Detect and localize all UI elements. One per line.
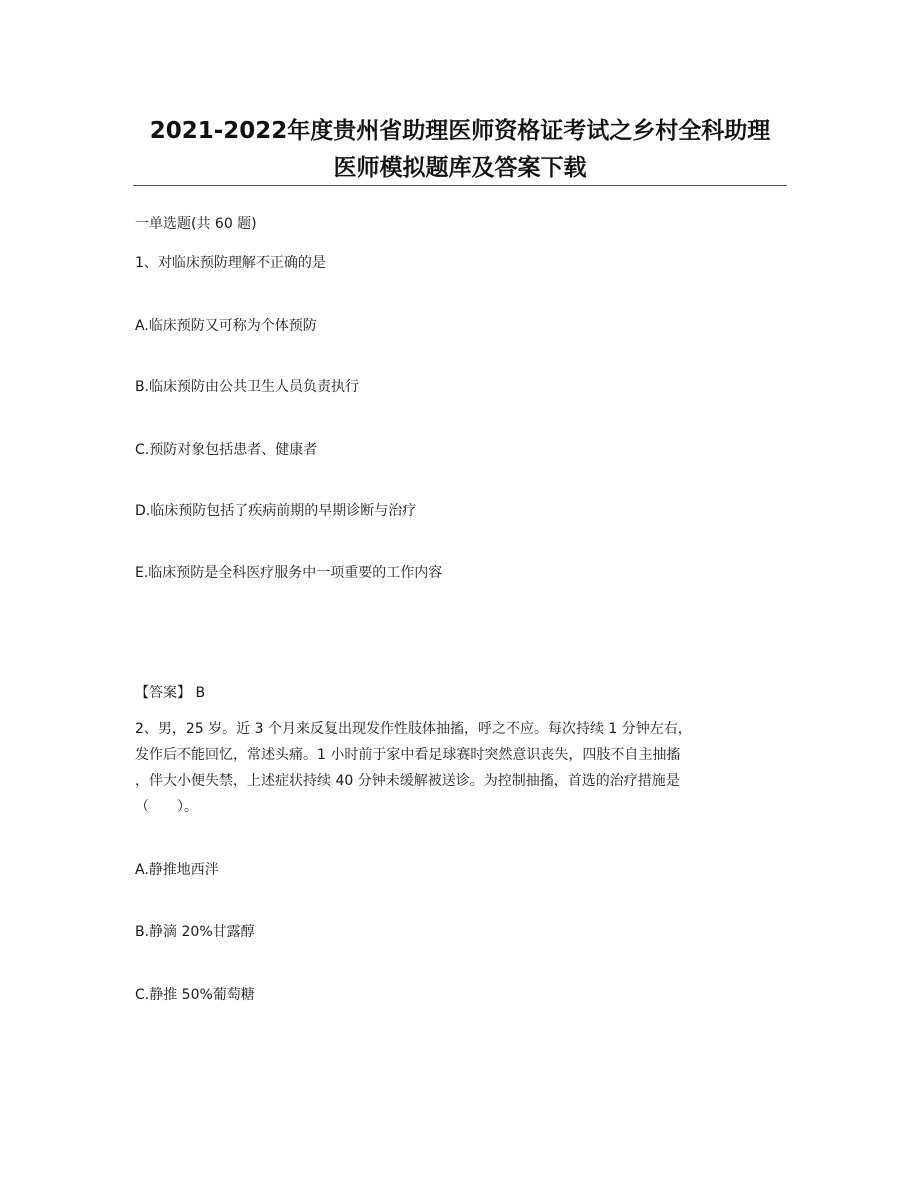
title-line-2: 医师模拟题库及答案下载 [333,155,587,181]
question-1-option-e: E.临床预防是全科医疗服务中一项重要的工作内容 [135,565,443,581]
question-2-option-a: A.静推地西泮 [135,862,219,878]
question-1-option-a: A.临床预防又可称为个体预防 [135,318,317,334]
question-1-option-c: C.预防对象包括患者、健康者 [135,442,318,458]
section-header: 一单选题(共 60 题) [135,216,257,232]
question-2-stem-line: （ ）。 [135,799,198,815]
question-2-stem-line: ，伴大小便失禁，上述症状持续 40 分钟未缓解被送诊。为控制抽搐，首选的治疗措施是 [135,773,680,789]
question-2-option-c: C.静推 50%葡萄糖 [135,987,255,1003]
question-2-stem-line: 2、男，25 岁。近 3 个月来反复出现发作性肢体抽搐，呼之不应。每次持续 1 分钟左右， [135,721,692,737]
question-1-option-b: B.临床预防由公共卫生人员负责执行 [135,379,360,395]
question-2-stem [135,716,785,820]
title-line-1: 2021-2022年度贵州省助理医师资格证考试之乡村全科助理 [149,118,771,144]
document-title [133,113,787,187]
question-1-option-d: D.临床预防包括了疾病前期的早期诊断与治疗 [135,503,417,519]
question-2-option-b: B.静滴 20%甘露醇 [135,924,255,940]
question-1-answer: 【答案】 B [135,685,206,701]
title-divider [133,185,787,186]
question-1-stem: 1、对临床预防理解不正确的是 [135,255,326,271]
question-2-stem-line: 发作后不能回忆，常述头痛。1 小时前于家中看足球赛时突然意识丧失，四肢不自主抽搐 [135,747,681,763]
